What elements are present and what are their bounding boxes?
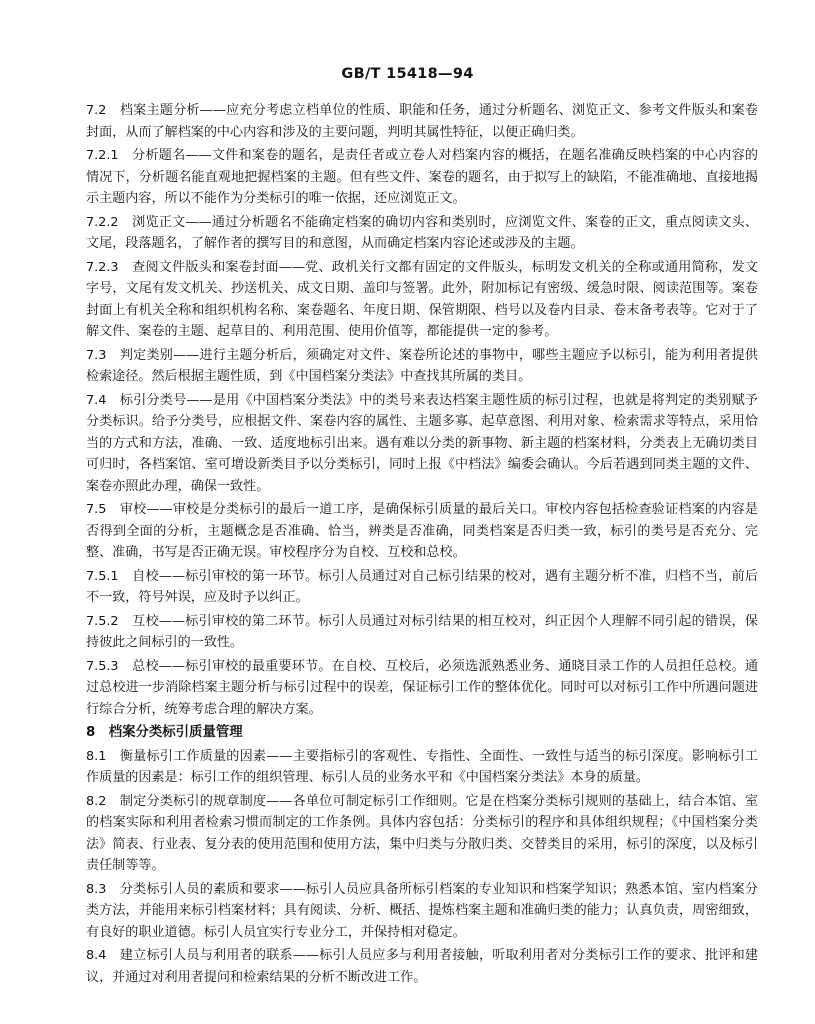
paragraph-7-3 (86, 345, 758, 388)
clause-text: 判定类别——进行主题分析后，须确定对文件、案卷所论述的事物中，哪些主题应予以标引，能为利用者提供检索途径。然后根据主题性质，到《中国档案分类法》中查找其所属的类目。 (86, 347, 759, 384)
section-number: 8 (86, 725, 96, 740)
section-heading-8 (86, 722, 758, 744)
clause-text: 分析题名——文件和案卷的题名，是责任者或立卷人对档案内容的概括，在题名准确反映档案的中心内容的情况下，分析题名能直观地把握档案的主题。但有些文件、案卷的题名，由于拟写上的缺陷，不能准确地、直接地揭示主题内容，所以不能作为分类标引的唯一依据，还应浏览正文。 (86, 148, 759, 206)
clause-text: 衡量标引工作质量的因素——主要指标引的客观性、专指性、全面性、一致性与适当的标引深度。影响标引工作质量的因素是：标引工作的组织管理、标引人员的业务水平和《中国档案分类法》本身的质量。 (86, 748, 759, 785)
clause-number: 7.5.2 (86, 613, 119, 629)
clause-text: 查阅文件版头和案卷封面——党、政机关行文都有固定的文件版头，标明发文机关的全称或通用简称，发文字号，文尾有发文机关、抄送机关、成文日期、盖印与签署。此外，附加标记有密级、缓急时限、阅读范围等。案卷封面上有机关全称和组织机构名称、案卷题名、年度日期、保管期限、档号以及卷内目录、卷末备考表等。它对于了解文件、案卷的主题、起草目的、利用范围、使用价值等，都能提供一定的参考。 (86, 259, 759, 339)
clause-text: 制定分类标引的规章制度——各单位可制定标引工作细则。它是在档案分类标引规则的基础上，结合本馆、室的档案实际和利用者检索习惯而制定的工作条例。具体内容包括：分类标引的程序和具体组织规程；《中国档案分类法》简表、行业表、复分表的使用范围和使用方法，集中归类与分散归类、交替类目的采用，标引的深度，以及标引责任制等等。 (86, 793, 759, 873)
paragraph-7-2-3 (86, 257, 758, 343)
clause-text: 自校——标引审校的第一环节。标引人员通过对自己标引结果的校对，遇有主题分析不准，归档不当，前后不一致，符号舛误，应及时予以纠正。 (86, 568, 759, 605)
clause-number: 8.2 (86, 793, 107, 809)
section-title: 档案分类标引质量管理 (108, 725, 243, 740)
clause-number: 7.5.3 (86, 658, 119, 674)
clause-number: 7.5.1 (86, 568, 119, 584)
clause-number: 8.4 (86, 948, 107, 963)
paragraph-7-2 (86, 100, 758, 143)
clause-number: 7.3 (86, 347, 107, 363)
clause-text: 建立标引人员与利用者的联系——标引人员应多与利用者接触，听取利用者对分类标引工作的要求、批评和建议，并通过对利用者提问和检索结果的分析不断改进工作。 (86, 948, 759, 985)
clause-text: 标引分类号——是用《中国档案分类法》中的类号来表达档案主题性质的标引过程，也就是将判定的类别赋予分类标识。给予分类号，应根据文件、案卷内容的属性、主题多寡、起草意图、利用对象、检索需求等特点，采用恰当的方式和方法，准确、一致、适度地标引出来。遇有难以分类的新事物、新主题的档案材料，分类表上无确切类目可归时，各档案馆、室可增设新类目予以分类标引，同时上报《中档法》编委会确认。今后若遇到同类主题的文件、案卷亦照此办理，确保一致性。 (86, 392, 759, 494)
paragraph-7-5-2 (86, 611, 758, 654)
standard-code-header: GB/T 15418—94 (341, 66, 474, 82)
clause-number: 7.4 (86, 392, 107, 408)
clause-number: 8.3 (86, 881, 107, 897)
paragraph-8-1 (86, 746, 758, 789)
paragraph-7-5-1 (86, 566, 758, 609)
paragraph-7-4 (86, 390, 758, 498)
clause-number: 7.2 (86, 103, 107, 118)
paragraph-7-5-3 (86, 656, 758, 721)
clause-text: 总校——标引审校的最重要环节。在自校、互校后，必须选派熟悉业务、通晓目录工作的人员担任总校。通过总校进一步消除档案主题分析与标引过程中的误差，保证标引工作的整体优化。同时可以对标引工作中所遇问题进行综合分析，统筹考虑合理的解决方案。 (86, 658, 759, 717)
paragraph-8-2 (86, 791, 758, 877)
clause-text: 档案主题分析——应充分考虑立档单位的性质、职能和任务，通过分析题名、浏览正文、参考文件版头和案卷封面，从而了解档案的中心内容和涉及的主要问题，判明其属性特征，以便正确归类。 (86, 103, 759, 140)
paragraph-7-2-1 (86, 145, 758, 210)
clause-number: 7.2.2 (86, 214, 119, 230)
clause-text: 浏览正文——通过分析题名不能确定档案的确切内容和类别时，应浏览文件、案卷的正文，重点阅读文头、文尾，段落题名，了解作者的撰写目的和意图，从而确定档案内容论述或涉及的主题。 (86, 214, 759, 251)
paragraph-7-5 (86, 499, 758, 564)
clause-number: 7.2.1 (86, 148, 119, 163)
paragraph-8-3 (86, 879, 758, 944)
document-body (86, 100, 758, 990)
clause-number: 7.5 (86, 502, 107, 517)
clause-number: 7.2.3 (86, 259, 119, 275)
paragraph-7-2-2 (86, 212, 758, 255)
clause-text: 互校——标引审校的第二环节。标引人员通过对标引结果的相互校对，纠正因个人理解不同引起的错误，保持彼此之间标引的一致性。 (86, 613, 759, 650)
clause-text: 分类标引人员的素质和要求——标引人员应具备所标引档案的专业知识和档案学知识；熟悉本馆、室内档案分类方法，并能用来标引档案材料；具有阅读、分析、概括、提炼档案主题和准确归类的能力；认真负责，周密细致，有良好的职业道德。标引人员宜实行专业分工，并保持相对稳定。 (86, 881, 759, 940)
clause-text: 审校——审校是分类标引的最后一道工序，是确保标引质量的最后关口。审校内容包括检查验证档案的内容是否得到全面的分析，主题概念是否准确、恰当，辨类是否准确，同类档案是否归类一致，标引的类号是否充分、完整、准确，书写是否正确无误。审校程序分为自校、互校和总校。 (86, 502, 759, 560)
clause-number: 8.1 (86, 748, 107, 764)
paragraph-8-4 (86, 945, 758, 988)
